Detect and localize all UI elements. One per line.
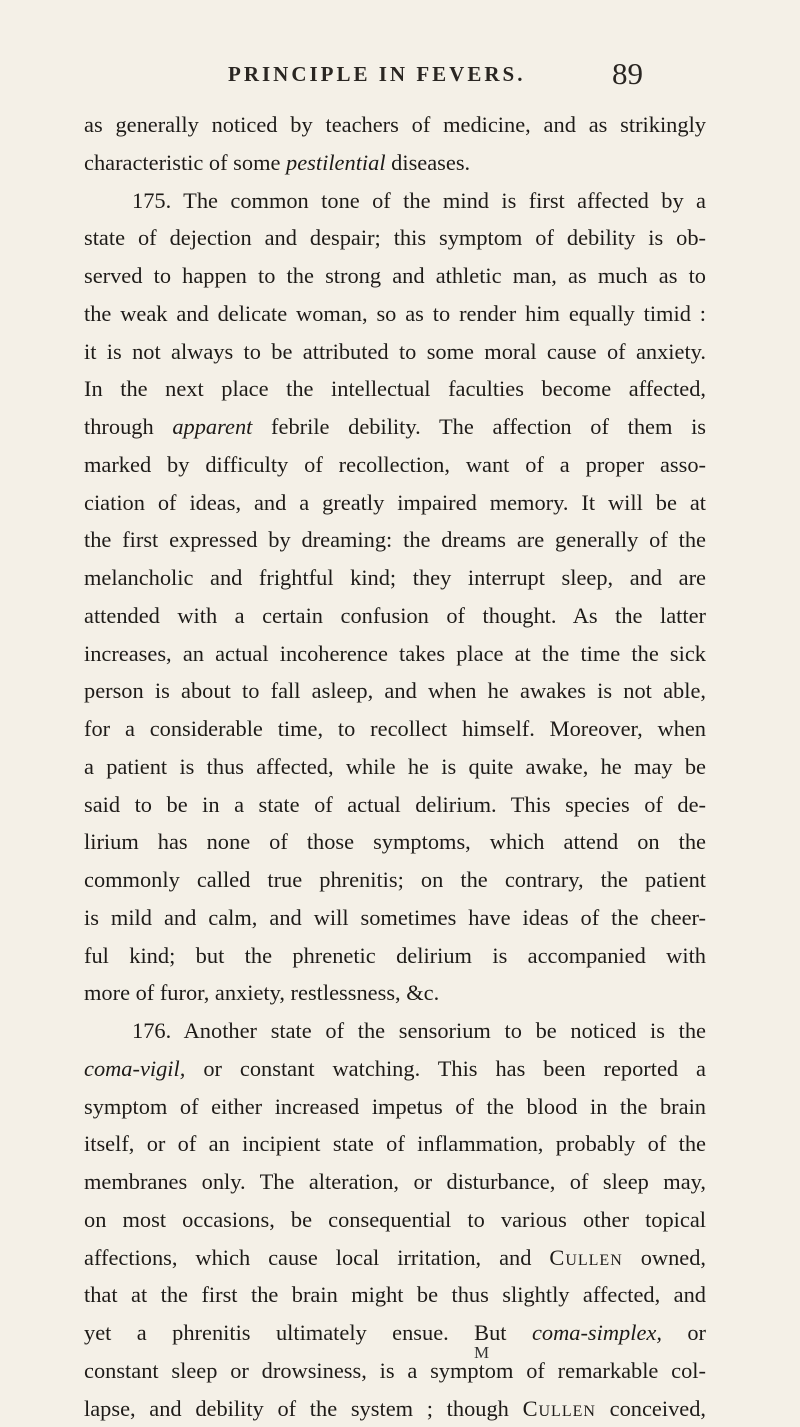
text-run: it is not always to be attributed to some moral cause of anxiety. xyxy=(84,339,706,364)
italic-term: pestilential xyxy=(286,150,386,175)
text-run: through xyxy=(84,414,172,439)
text-run: constant sleep or drowsiness, is a symptom of remarkable col- xyxy=(84,1358,706,1383)
text-run: ful kind; but the phrenetic delirium is accompanied with xyxy=(84,943,706,968)
text-run: on most occasions, be consequential to various other topical xyxy=(84,1207,706,1232)
text-line xyxy=(84,408,706,446)
text-line xyxy=(84,1050,706,1088)
text-line xyxy=(84,1012,706,1050)
text-run: ciation of ideas, and a greatly impaired memory. It will be at xyxy=(84,490,706,515)
text-line xyxy=(84,144,706,182)
text-line xyxy=(84,559,706,597)
text-run: or xyxy=(662,1320,706,1345)
signature-mark: M xyxy=(474,1343,489,1363)
text-line xyxy=(84,1239,706,1277)
text-run: for a considerable time, to recollect himself. Moreover, when xyxy=(84,716,706,741)
page-number: 89 xyxy=(612,56,643,92)
text-run: In the next place the intellectual faculties become affected, xyxy=(84,376,706,401)
text-run: the first expressed by dreaming: the dreams are generally of the xyxy=(84,527,706,552)
text-run: served to happen to the strong and athletic man, as much as to xyxy=(84,263,706,288)
page-header xyxy=(0,58,800,98)
text-run: a patient is thus affected, while he is quite awake, he may be xyxy=(84,754,706,779)
text-line xyxy=(84,1390,706,1427)
italic-term: coma-simplex, xyxy=(532,1320,662,1345)
text-line xyxy=(84,937,706,975)
text-line xyxy=(84,635,706,673)
text-line xyxy=(84,182,706,220)
text-line xyxy=(84,597,706,635)
text-run: membranes only. The alteration, or disturbance, of sleep may, xyxy=(84,1169,706,1194)
text-run: lirium has none of those symptoms, which attend on the xyxy=(84,829,706,854)
text-line xyxy=(84,861,706,899)
text-run: 176. Another state of the sensorium to be noticed is the xyxy=(132,1018,706,1043)
text-line xyxy=(84,295,706,333)
text-line xyxy=(84,1088,706,1126)
text-run: itself, or of an incipient state of inflammation, probably of the xyxy=(84,1131,706,1156)
text-line xyxy=(84,219,706,257)
text-run: marked by difficulty of recollection, want of a proper asso- xyxy=(84,452,706,477)
text-line xyxy=(84,1314,706,1352)
text-run: symptom of either increased impetus of the blood in the brain xyxy=(84,1094,706,1119)
text-run: diseases. xyxy=(386,150,471,175)
text-line xyxy=(84,823,706,861)
text-line xyxy=(84,1125,706,1163)
text-run: affections, which cause local irritation, and xyxy=(84,1245,549,1270)
italic-term: apparent xyxy=(172,414,252,439)
text-line xyxy=(84,484,706,522)
text-run: melancholic and frightful kind; they interrupt sleep, and are xyxy=(84,565,706,590)
text-run: 175. The common tone of the mind is first affected by a xyxy=(132,188,706,213)
text-line xyxy=(84,748,706,786)
author-name: Cullen xyxy=(523,1396,596,1421)
text-run: febrile debility. The affection of them is xyxy=(252,414,706,439)
text-line xyxy=(84,446,706,484)
text-run: increases, an actual incoherence takes place at the time the sick xyxy=(84,641,706,666)
text-run: or constant watching. This has been reported a xyxy=(185,1056,706,1081)
body-text xyxy=(84,106,706,1427)
text-run: person is about to fall asleep, and when he awakes is not able, xyxy=(84,678,706,703)
author-name: Cullen xyxy=(549,1245,622,1270)
text-run: that at the first the brain might be thus slightly affected, and xyxy=(84,1282,706,1307)
text-run: as generally noticed by teachers of medicine, and as strikingly xyxy=(84,112,706,137)
text-run: more of furor, anxiety, restlessness, &c. xyxy=(84,980,439,1005)
text-line xyxy=(84,899,706,937)
italic-term: coma-vigil, xyxy=(84,1056,185,1081)
text-line xyxy=(84,257,706,295)
text-run: conceived, xyxy=(596,1396,706,1421)
text-run: attended with a certain confusion of thought. As the latter xyxy=(84,603,706,628)
text-line xyxy=(84,672,706,710)
text-run: owned, xyxy=(623,1245,706,1270)
text-line xyxy=(84,1352,706,1390)
text-run: said to be in a state of actual delirium. This species of de- xyxy=(84,792,706,817)
text-run: characteristic of some xyxy=(84,150,286,175)
text-line xyxy=(84,786,706,824)
text-line xyxy=(84,370,706,408)
text-run: state of dejection and despair; this symptom of debility is ob- xyxy=(84,225,706,250)
text-run: the weak and delicate woman, so as to render him equally timid : xyxy=(84,301,706,326)
text-line xyxy=(84,106,706,144)
running-head: PRINCIPLE IN FEVERS. xyxy=(228,62,525,87)
text-line xyxy=(84,333,706,371)
text-line xyxy=(84,710,706,748)
text-line xyxy=(84,1163,706,1201)
text-run: lapse, and debility of the system ; though xyxy=(84,1396,523,1421)
text-line xyxy=(84,1276,706,1314)
text-run: is mild and calm, and will sometimes have ideas of the cheer- xyxy=(84,905,706,930)
text-run: commonly called true phrenitis; on the contrary, the patient xyxy=(84,867,706,892)
text-line xyxy=(84,521,706,559)
text-run: yet a phrenitis ultimately ensue. But xyxy=(84,1320,532,1345)
text-line xyxy=(84,1201,706,1239)
text-line xyxy=(84,974,706,1012)
